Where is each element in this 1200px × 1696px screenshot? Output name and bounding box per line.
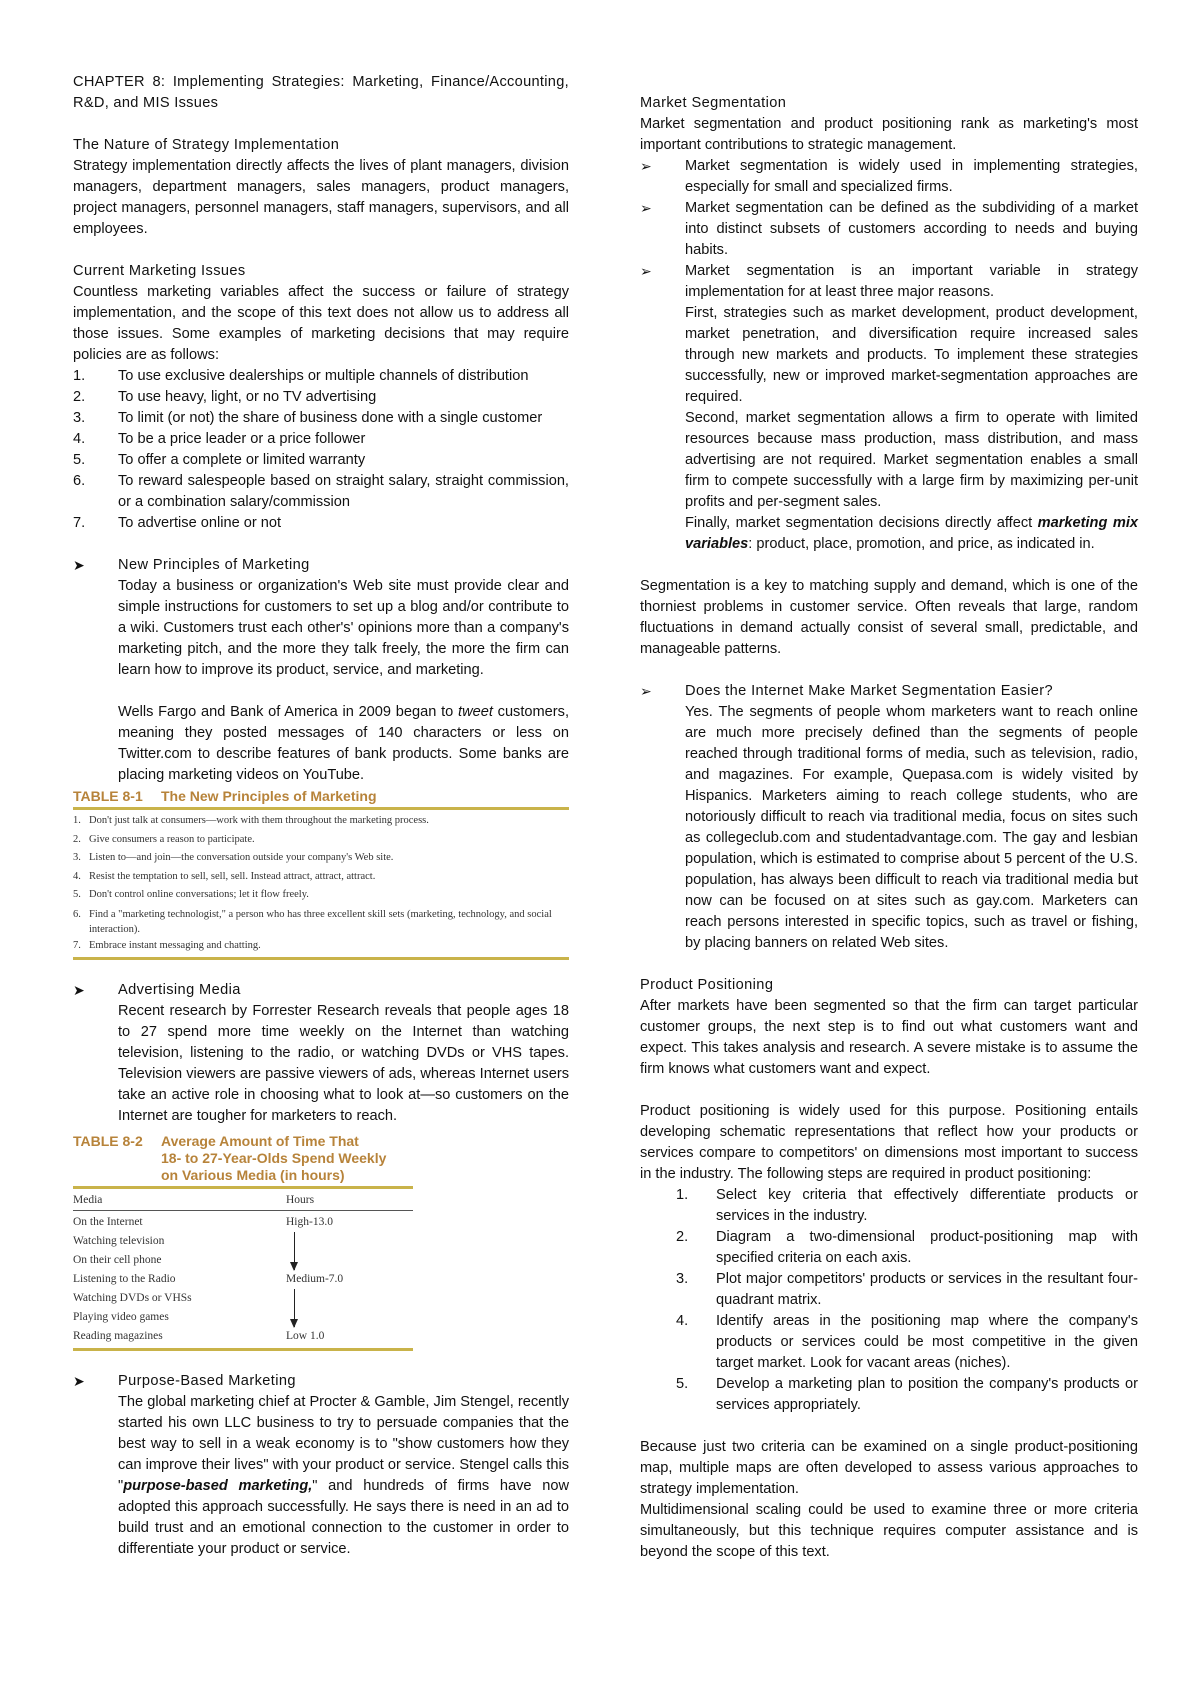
table-rule: [73, 957, 569, 960]
list-item: 6. To reward salespeople based on straight salary, straight commission, or a combination salary/commission: [73, 473, 569, 510]
list-item: ➢ Market segmentation is an important variable in strategy implementation for at least three major reasons.: [640, 261, 1138, 303]
advertising-section: [73, 980, 569, 1127]
right-column: [640, 93, 1138, 1563]
reason-second: Second, market segmentation allows a firm to operate with limited resources because mass production, mass distribution, and mass advertising are not required. Market segmentation enables a small firm to compete successfully with a large firm by maximizing per-unit profits and per-segment sales.: [685, 410, 1138, 510]
list-item: ➢ Market segmentation is widely used in implementing strategies, especially for small and specialized firms.: [640, 156, 1138, 198]
table-header: Media Hours: [73, 1191, 413, 1211]
current-marketing-paragraph: Countless marketing variables affect the success or failure of strategy implementation, and the scope of this text does not allow us to address all those issues. Some examples of marketing decisions that may require policies are as follows:: [73, 284, 569, 363]
table-row: Watching television: [73, 1232, 413, 1251]
table-media-hours: [73, 1133, 413, 1351]
down-arrow-icon: [294, 1232, 295, 1270]
nature-paragraph: Strategy implementation directly affects the lives of plant managers, division managers, department managers, sales managers, product managers, project managers, personnel managers, staff managers, supervisors, and all employees.: [73, 158, 569, 237]
table-row: Listening to the Radio Medium-7.0: [73, 1273, 344, 1285]
table-row: 2. Give consumers a reason to participate.: [73, 833, 255, 845]
table-row: 1. Don't just talk at consumers—work with them throughout the marketing process.: [73, 815, 429, 826]
left-column: [73, 72, 569, 1560]
bullet-arrow-icon: ➤: [73, 557, 85, 573]
segmentation-key-paragraph: Segmentation is a key to matching supply and demand, which is one of the thorniest problems in customer service. Often reveals that large, random fluctuations in demand actually consist of several small, predictable, and manageable patterns.: [640, 578, 1138, 657]
bullet-arrow-icon: ➢: [640, 200, 652, 216]
internet-section: [640, 681, 1138, 954]
list-item: 5. To offer a complete or limited warranty: [73, 452, 366, 468]
segmentation-intro: Market segmentation and product positioning rank as marketing's most important contributions to strategic management.: [640, 116, 1138, 153]
reason-finally: Finally, market segmentation decisions directly affect marketing mix variables: product, place, promotion, and price, as indicated in.: [685, 515, 1138, 552]
table-rule: [73, 1186, 413, 1189]
table-row: On the Internet High-13.0: [73, 1216, 333, 1228]
purpose-section: [73, 1371, 569, 1560]
nature-heading: The Nature of Strategy Implementation: [73, 137, 340, 153]
list-item: ➢ Market segmentation can be defined as the subdividing of a market into distinct subsets of customers according to needs and buying habits.: [640, 198, 1138, 261]
positioning-paragraph-3: Because just two criteria can be examined on a single product-positioning map, multiple maps are often developed to assess various approaches to strategy implementation.: [640, 1439, 1138, 1497]
table-row: On their cell phone: [73, 1254, 162, 1266]
advertising-paragraph: Recent research by Forrester Research reveals that people ages 18 to 27 spend more time weekly on the Internet than watching television, listening to the radio, or watching DVDs or VHS tapes. Television viewers are passive viewers of ads, whereas Internet users take an active role in choosing what to look at—so customers on the Internet are tougher for marketers to reach.: [118, 1003, 569, 1124]
table-row: 7. Embrace instant messaging and chatting.: [73, 939, 261, 951]
list-item: 1. To use exclusive dealerships or multiple channels of distribution: [73, 368, 529, 384]
bullet-arrow-icon: ➢: [640, 158, 652, 174]
table-title: TABLE 8-1 The New Principles of Marketing: [73, 788, 377, 804]
list-item: 1. Select key criteria that effectively differentiate products or services in the industry.: [676, 1187, 1138, 1224]
new-principles-heading: New Principles of Marketing: [118, 557, 310, 573]
internet-paragraph: Yes. The segments of people whom marketers want to reach online are much more precisely defined than the segments of people reached through traditional forms of media, such as television, radio, and magazines. For example, Quepasa.com is widely visited by Hispanics. Marketers aiming to reach college students, who are notoriously difficult to reach via traditional media, focus on sites such as collegeclub.com and studentadvantage.com. The gay and lesbian population, which is estimated to comprise about 5 percent of the U.S. population, has always been difficult to reach via traditional media but now can be focused on at sites such as gay.com. Marketers can reach persons interested in specific topics, such as travel or fishing, by placing banners on related Web sites.: [685, 704, 1138, 951]
positioning-heading: Product Positioning: [640, 977, 774, 993]
list-item: 5. Develop a marketing plan to position the company's products or services appropriately.: [676, 1376, 1138, 1413]
positioning-paragraph-4: Multidimensional scaling could be used to examine three or more criteria simultaneously, but this technique requires computer assistance and is beyond the scope of this text.: [640, 1502, 1138, 1560]
reason-first: First, strategies such as market development, product development, market penetration, and diversification require increased sales through new markets and products. To implement these strategies successfully, new or improved market-segmentation approaches are required.: [685, 305, 1138, 405]
new-principles-paragraph: Today a business or organization's Web site must provide clear and simple instructions for customers to set up a blog and/or contribute to a wiki. Customers trust each other's' opinions more than a company's marketing pitch, and the more they talk freely, the more the firm can learn how to improve its product, service, and marketing.: [118, 578, 569, 678]
table-rule: [73, 1348, 413, 1351]
list-item: 7. To advertise online or not: [73, 515, 282, 531]
table-rule: [73, 807, 569, 810]
purpose-paragraph: The global marketing chief at Procter & Gamble, Jim Stengel, recently started his own LLC business to try to persuade companies that the best way to sell in a weak economy is to "show customers how they can improve their lives" with your product or service. Stengel calls this "purpose-based marketing," and hundreds of firms have now adopted this approach successfully. He says there is need in an ad to build trust and an emotional connection to the customer in order to differentiate your product or service.: [118, 1394, 569, 1557]
table-row: Reading magazines Low 1.0: [73, 1330, 325, 1342]
chapter-title: CHAPTER 8: Implementing Strategies: Marketing, Finance/Accounting, R&D, and MIS Issues: [73, 74, 569, 111]
bullet-arrow-icon: ➢: [640, 683, 652, 699]
list-item: 2. Diagram a two-dimensional product-positioning map with specified criteria on each axis.: [676, 1229, 1138, 1266]
bullet-arrow-icon: ➢: [640, 263, 652, 279]
list-item: 4. To be a price leader or a price follower: [73, 431, 366, 447]
advertising-heading: Advertising Media: [118, 982, 241, 998]
table-row: Watching DVDs or VHSs: [73, 1289, 413, 1308]
internet-heading: Does the Internet Make Market Segmentation Easier?: [685, 683, 1053, 699]
policy-list: [73, 366, 569, 534]
down-arrow-icon: [294, 1289, 295, 1327]
new-principles-section: [73, 555, 569, 786]
table-row: 6. Find a "marketing technologist," a person who has three excellent skill sets (marketing, technology, and social interaction).: [73, 908, 552, 935]
segmentation-heading: Market Segmentation: [640, 95, 787, 111]
positioning-paragraph-1: After markets have been segmented so that the firm can target particular customer groups, the next step is to find out what customers want and expect. This takes analysis and research. A severe mistake is to assume the firm knows what customers want and expect.: [640, 998, 1138, 1077]
current-marketing-heading: Current Marketing Issues: [73, 263, 246, 279]
table-title: TABLE 8-2 Average Amount of Time That 18- to 27-Year-Olds Spend Weekly on Various Media (in hours): [73, 1133, 387, 1183]
list-item: 2. To use heavy, light, or no TV advertising: [73, 389, 377, 405]
bullet-arrow-icon: ➤: [73, 982, 85, 998]
table-row: Playing video games: [73, 1311, 169, 1323]
table-row: 4. Resist the temptation to sell, sell, sell. Instead attract, attract, attract.: [73, 870, 376, 882]
table-row: 3. Listen to—and join—the conversation outside your company's Web site.: [73, 852, 394, 863]
positioning-paragraph-2: Product positioning is widely used for this purpose. Positioning entails developing schematic representations that reflect how your products or services compare to competitors' on dimensions most important to success in the industry. The following steps are required in product positioning:: [640, 1103, 1138, 1182]
table-row: 5. Don't control online conversations; let it flow freely.: [73, 889, 309, 900]
positioning-steps: [640, 1185, 1138, 1416]
bullet-arrow-icon: ➤: [73, 1373, 85, 1389]
list-item: 3. Plot major competitors' products or services in the resultant four-quadrant matrix.: [676, 1271, 1138, 1308]
purpose-heading: Purpose-Based Marketing: [118, 1373, 296, 1389]
table-new-principles: [73, 788, 569, 960]
reasons: [640, 303, 1138, 555]
list-item: 3. To limit (or not) the share of business done with a single customer: [73, 410, 543, 426]
list-item: 4. Identify areas in the positioning map where the company's products or services could be most competitive in the given target market. Look for vacant areas (niches).: [676, 1313, 1138, 1371]
tweet-paragraph: Wells Fargo and Bank of America in 2009 began to tweet customers, meaning they posted messages of 140 characters or less on Twitter.com to describe features of bank products. Some banks are placing marketing videos on YouTube.: [118, 704, 570, 783]
